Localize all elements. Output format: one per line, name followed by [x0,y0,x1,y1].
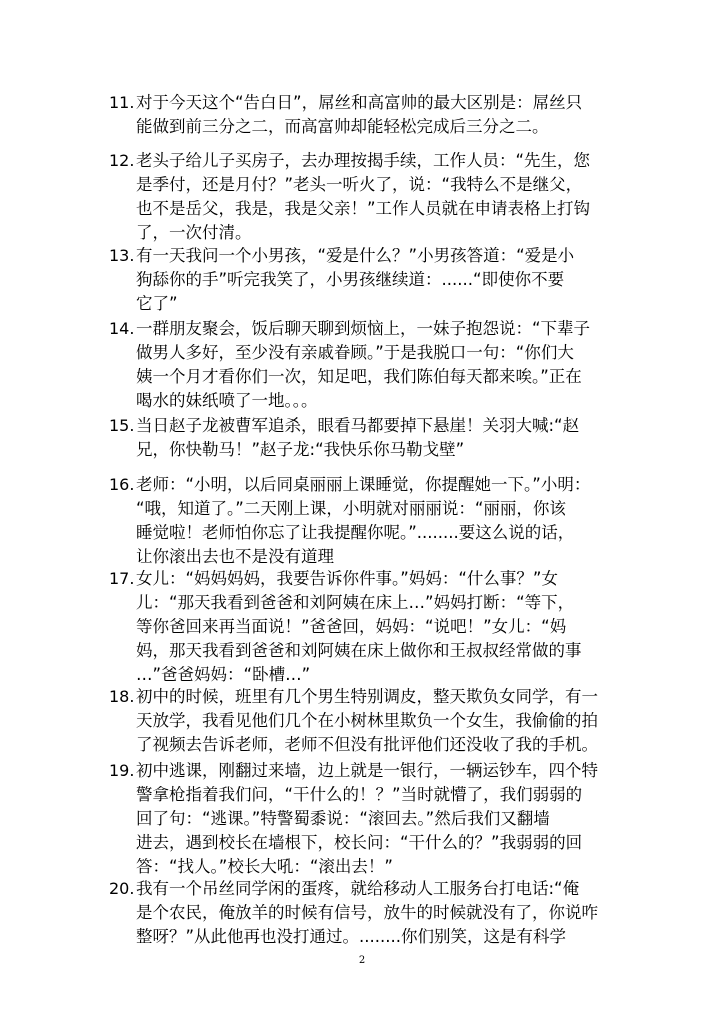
item-text-line: 兄，你快勒马！”赵子龙:“我快乐你马勒戈壁” [136,440,465,459]
item-text-line: 初中逃课，刚翻过来墙，边上就是一银行，一辆运钞车，四个特 [136,761,598,780]
item-text-line: 对于今天这个“告白日”，屌丝和高富帅的最大区别是：屌丝只 [136,93,583,112]
item-text-line: 狗舔你的手”听完我笑了，小男孩继续道：......“即使你不要 [136,270,565,289]
item-text-line: 姨一个月才看你们一次，知足吧，我们陈伯每天都来唉。”正在 [136,367,582,386]
item-text-line: 当日赵子龙被曹军追杀，眼看马都要掉下悬崖！关羽大喊:“赵 [136,416,580,435]
item-text-line: 天放学，我看见他们几个在小树林里欺负一个女生，我偷偷的拍 [136,711,598,730]
item-text-line: 也不是岳父，我是，我是父亲！”工作人员就在申请表格上打钩 [136,199,591,218]
item-text-line: 老师：“小明，以后同桌丽丽上课睡觉，你提醒她一下。”小明： [136,475,591,494]
item-text-line: 是个农民，俺放羊的时候有信号，放牛的时候就没有了，你说咋 [136,903,598,922]
item-number: 18. [109,687,135,706]
item-text-line: 睡觉啦！老师怕你忘了让我提醒你呢。”........要这么说的话， [136,523,575,542]
item-text-line: 喝水的妹纸喷了一地。。。 [136,391,318,410]
item-text-line: 能做到前三分之二，而高富帅却能轻松完成后三分之二。 [136,117,549,136]
item-number: 16. [109,475,135,494]
page-number: 2 [358,955,366,966]
item-text-line: 初中的时候，班里有几个男生特别调皮，整天欺负女同学，有一 [136,687,598,706]
item-text-line: 女儿：“妈妈妈妈，我要告诉你件事。”妈妈：“什么事？”女 [136,569,558,588]
item-text-line: 等你爸回来再当面说！”爸爸回，妈妈：“说吧！”女儿：“妈 [136,617,567,636]
item-text-line: 老头子给儿子买房子，去办理按揭手续，工作人员：“先生，您 [136,151,591,170]
item-text-line: 妈，那天我看到爸爸和刘阿姨在床上做你和王叔叔经常做的事 [136,641,582,660]
item-text-line: 是季付，还是月付？”老头一听火了，说：“我特么不是继父， [136,175,583,194]
item-text-line: 我有一个吊丝同学闲的蛋疼，就给移动人工服务台打电话:“俺 [136,879,580,898]
item-text-line: 警拿枪指着我们问，“干什么的！？”当时就懵了，我们弱弱的 [136,785,583,804]
item-text-line: 了视频去告诉老师，老师不但没有批评他们还没收了我的手机。 [136,735,598,754]
item-text-line: 它了” [136,294,178,313]
item-text-line: 做男人多好，至少没有亲戚眷顾。”于是我脱口一句：“你们大 [136,343,574,362]
item-text-line: …”爸爸妈妈：“卧槽…” [136,665,311,684]
item-text-line: 儿：“那天我看到爸爸和刘阿姨在床上…”妈妈打断：“等下， [136,593,575,612]
item-text-line: 进去，遇到校长在墙根下，校长问：“干什么的？”我弱弱的回 [136,833,583,852]
item-text-line: 有一天我问一个小男孩，“爱是什么？”小男孩答道：“爱是小 [136,246,575,265]
item-text-line: 整呀？”从此他再也没打通过。........你们别笑，这是有科学 [136,927,567,946]
item-number: 20. [109,879,135,898]
item-text-line: 了，一次付清。 [136,223,252,242]
item-number: 17. [109,569,135,588]
item-number: 11. [109,93,135,112]
item-text-line: 一群朋友聚会，饭后聊天聊到烦恼上，一妹子抱怨说：“下辈子 [136,319,591,338]
item-text-line: 答：“找人。”校长大吼：“滚出去！” [136,857,393,876]
item-number: 13. [109,246,135,265]
item-number: 12. [109,151,135,170]
item-number: 14. [109,319,135,338]
item-text-line: “哦，知道了。”二天刚上课，小明就对丽丽说：“丽丽，你该 [136,499,566,518]
item-number: 15. [109,416,135,435]
item-text-line: 让你滚出去也不是没有道理 [136,547,334,566]
item-text-line: 回了句：“逃课。”特警蜀黍说：“滚回去。”然后我们又翻墙 [136,809,550,828]
item-number: 19. [109,761,135,780]
